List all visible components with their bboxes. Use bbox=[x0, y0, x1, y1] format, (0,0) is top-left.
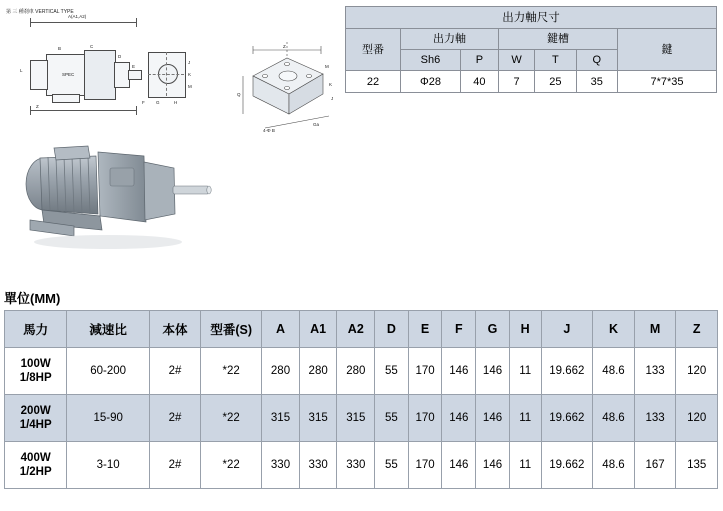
spec-title: 出力軸尺寸 bbox=[346, 7, 717, 29]
cell-m: 167 bbox=[634, 442, 676, 489]
cell-a: 280 bbox=[262, 348, 300, 395]
cell-d: 55 bbox=[375, 348, 409, 395]
cell-a: 330 bbox=[262, 442, 300, 489]
drawing-label-l: L bbox=[20, 68, 23, 73]
cell-ratio: 60-200 bbox=[67, 348, 150, 395]
gearbox-housing bbox=[98, 152, 146, 222]
cell-body: 2# bbox=[149, 395, 200, 442]
header-k: K bbox=[593, 311, 635, 348]
drawing-fan-cover bbox=[30, 60, 48, 90]
spec-value-q: 35 bbox=[576, 71, 617, 93]
spec-value-t: 25 bbox=[535, 71, 576, 93]
cell-h: 11 bbox=[509, 395, 541, 442]
spec-title-row bbox=[346, 7, 717, 29]
output-shaft-end bbox=[207, 186, 211, 194]
spec-group-key: 鍵 bbox=[618, 29, 717, 71]
cell-power bbox=[5, 442, 67, 489]
flange-label-k: K bbox=[329, 82, 333, 87]
header-power: 馬力 bbox=[5, 311, 67, 348]
cell-k: 48.6 bbox=[593, 395, 635, 442]
header-h: H bbox=[509, 311, 541, 348]
header-g: G bbox=[476, 311, 510, 348]
drawing-label-b: B bbox=[58, 46, 62, 51]
cell-z: 135 bbox=[676, 442, 718, 489]
flange-bolt-hole-3 bbox=[284, 63, 289, 66]
flange-bolt-hole-4 bbox=[284, 87, 289, 90]
flange-label-bolt-holes: 4-Φ B bbox=[263, 128, 275, 133]
drawing-label-d: D bbox=[118, 54, 122, 59]
dimension-table-container bbox=[4, 310, 718, 489]
gear-motor-product-photo bbox=[18, 138, 238, 263]
technical-drawing-vertical-type bbox=[6, 8, 206, 128]
flange-bolt-hole-2 bbox=[306, 75, 311, 78]
drawing-label-spec: SPEC bbox=[62, 72, 75, 77]
cell-f: 146 bbox=[442, 395, 476, 442]
cell-j: 19.662 bbox=[541, 442, 593, 489]
technical-drawing-flange-isometric bbox=[235, 30, 340, 135]
cell-h: 11 bbox=[509, 442, 541, 489]
spec-value-w: 7 bbox=[498, 71, 534, 93]
cell-d: 55 bbox=[375, 395, 409, 442]
spec-group-model: 型番 bbox=[346, 29, 401, 71]
cell-ratio: 15-90 bbox=[67, 395, 150, 442]
motor-shadow bbox=[34, 235, 182, 249]
spec-sub-sh6: Sh6 bbox=[401, 50, 461, 71]
dim-line-bottom bbox=[30, 110, 136, 111]
dim-tick-right bbox=[136, 18, 137, 27]
header-d: D bbox=[375, 311, 409, 348]
cell-model: *22 bbox=[201, 442, 262, 489]
spec-group-header-row bbox=[346, 29, 717, 50]
dimension-table bbox=[4, 310, 718, 489]
cell-g: 146 bbox=[476, 395, 510, 442]
drawing-label-k: K bbox=[188, 72, 192, 77]
flange-label-m: M bbox=[325, 64, 329, 69]
dim-tick-left bbox=[30, 18, 31, 27]
drawing-label-f: F bbox=[142, 100, 145, 105]
spec-value-p: 40 bbox=[460, 71, 498, 93]
unit-label: 單位(MM) bbox=[4, 291, 61, 306]
cell-power bbox=[5, 348, 67, 395]
gearbox-nameplate bbox=[110, 168, 134, 186]
cell-body: 2# bbox=[149, 442, 200, 489]
header-e: E bbox=[408, 311, 442, 348]
cell-power-line2: 1/2HP bbox=[19, 466, 52, 478]
cell-d: 55 bbox=[375, 442, 409, 489]
output-shaft-spec-table bbox=[345, 6, 717, 93]
drawing-label-h: H bbox=[174, 100, 178, 105]
flange-label-z: Z bbox=[283, 44, 286, 49]
cell-f: 146 bbox=[442, 442, 476, 489]
cell-power-line1: 200W bbox=[20, 405, 51, 417]
cell-z: 120 bbox=[676, 395, 718, 442]
cell-a2: 280 bbox=[337, 348, 375, 395]
drawing-gearbox-frame bbox=[84, 50, 116, 100]
cell-power-line1: 400W bbox=[20, 452, 51, 464]
drawing-centerline-vertical bbox=[166, 52, 167, 96]
spec-sub-q: Q bbox=[576, 50, 617, 71]
cell-power bbox=[5, 395, 67, 442]
dim-tick-bottom-left bbox=[30, 106, 31, 115]
cell-z: 120 bbox=[676, 348, 718, 395]
table-row bbox=[5, 442, 718, 489]
cell-g: 146 bbox=[476, 348, 510, 395]
cell-e: 170 bbox=[408, 395, 442, 442]
drawing-label-g: G bbox=[156, 100, 160, 105]
cell-j: 19.662 bbox=[541, 395, 593, 442]
header-a: A bbox=[262, 311, 300, 348]
header-z: Z bbox=[676, 311, 718, 348]
header-j: J bbox=[541, 311, 593, 348]
header-f: F bbox=[442, 311, 476, 348]
header-body: 本体 bbox=[149, 311, 200, 348]
output-shaft bbox=[173, 186, 209, 194]
drawing-label-e: E bbox=[132, 64, 136, 69]
flange-label-q: Q bbox=[237, 92, 241, 97]
header-ratio: 減速比 bbox=[67, 311, 150, 348]
drawing-terminal-box bbox=[52, 94, 80, 103]
dim-label-a: A(A1,A2) bbox=[68, 14, 87, 19]
spec-value-model: 22 bbox=[346, 71, 401, 93]
drawing-label-j: J bbox=[188, 60, 191, 65]
header-m: M bbox=[634, 311, 676, 348]
spec-sub-w: W bbox=[498, 50, 534, 71]
cell-a1: 280 bbox=[299, 348, 337, 395]
cell-e: 170 bbox=[408, 348, 442, 395]
header-a2: A2 bbox=[337, 311, 375, 348]
flange-center-bore bbox=[279, 71, 297, 81]
header-model: 型番(S) bbox=[201, 311, 262, 348]
table-row bbox=[5, 348, 718, 395]
spec-group-shaft: 出力軸 bbox=[401, 29, 499, 50]
drawing-label-m: M bbox=[188, 84, 192, 89]
cell-j: 19.662 bbox=[541, 348, 593, 395]
spec-table bbox=[345, 6, 717, 93]
cell-a2: 315 bbox=[337, 395, 375, 442]
header-a1: A1 bbox=[299, 311, 337, 348]
cell-power-line2: 1/4HP bbox=[19, 419, 52, 431]
drawing-label-z: Z bbox=[36, 104, 39, 109]
drawing-output-shaft bbox=[128, 70, 142, 80]
cell-power-line1: 100W bbox=[20, 358, 51, 370]
cell-e: 170 bbox=[408, 442, 442, 489]
cell-a: 315 bbox=[262, 395, 300, 442]
flange-bolt-hole-1 bbox=[262, 75, 267, 78]
cell-h: 11 bbox=[509, 348, 541, 395]
motor-terminal-box bbox=[54, 146, 90, 160]
cell-a2: 330 bbox=[337, 442, 375, 489]
cell-k: 48.6 bbox=[593, 442, 635, 489]
cell-model: *22 bbox=[201, 348, 262, 395]
flange-label-j: J bbox=[331, 96, 334, 101]
drawing-label-c: C bbox=[90, 44, 94, 49]
cell-body: 2# bbox=[149, 348, 200, 395]
flange-label-ga: Ga bbox=[313, 122, 320, 127]
cell-f: 146 bbox=[442, 348, 476, 395]
spec-value-sh6: Φ28 bbox=[401, 71, 461, 93]
cell-k: 48.6 bbox=[593, 348, 635, 395]
spec-group-keyway: 鍵槽 bbox=[498, 29, 617, 50]
cell-a1: 330 bbox=[299, 442, 337, 489]
table-row bbox=[5, 395, 718, 442]
flange-isometric-svg bbox=[235, 30, 340, 135]
spec-sub-t: T bbox=[535, 50, 576, 71]
cell-a1: 315 bbox=[299, 395, 337, 442]
cell-ratio: 3-10 bbox=[67, 442, 150, 489]
spec-value-spec: 7*7*35 bbox=[618, 71, 717, 93]
cell-power-line2: 1/8HP bbox=[19, 372, 52, 384]
cell-m: 133 bbox=[634, 348, 676, 395]
dim-tick-bottom-right bbox=[136, 106, 137, 115]
motor-photo-svg bbox=[18, 138, 238, 263]
spec-value-row bbox=[346, 71, 717, 93]
cell-model: *22 bbox=[201, 395, 262, 442]
cell-g: 146 bbox=[476, 442, 510, 489]
flange-leader-line bbox=[265, 116, 329, 128]
spec-sub-p: P bbox=[460, 50, 498, 71]
output-flange-plate bbox=[144, 162, 175, 220]
cell-m: 133 bbox=[634, 395, 676, 442]
dim-line-top bbox=[30, 22, 136, 23]
drawing-vertical-title: 第 三 種刹車 VERTICAL TYPE bbox=[6, 9, 74, 15]
dimension-table-header-row bbox=[5, 311, 718, 348]
